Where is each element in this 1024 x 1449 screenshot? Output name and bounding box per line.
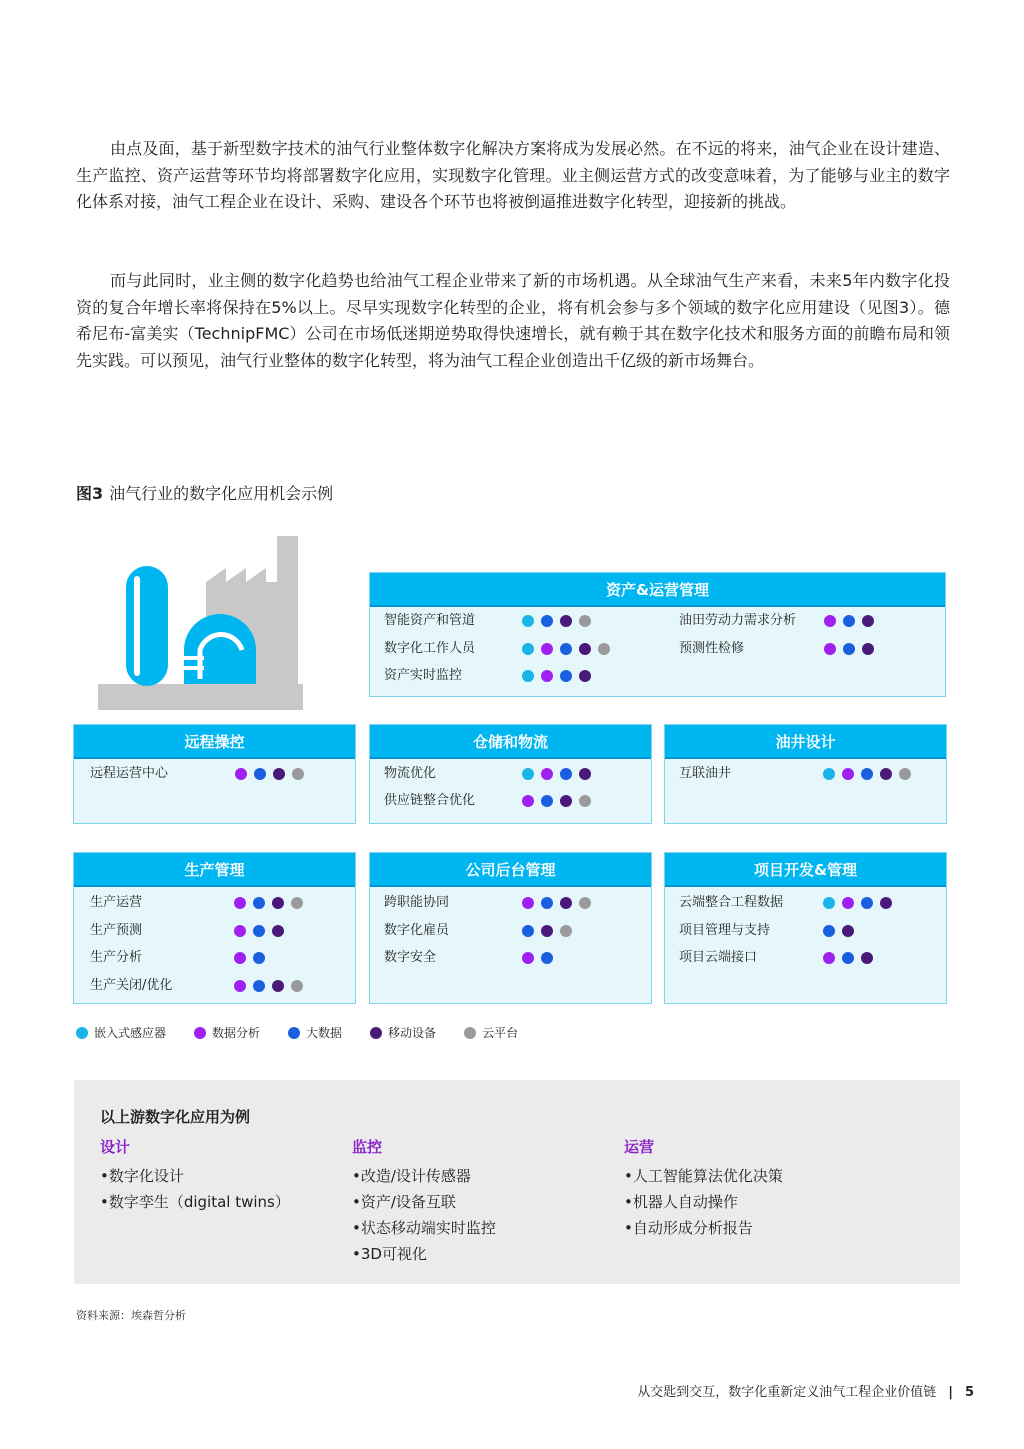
tech-dot-icon	[291, 980, 303, 992]
tech-dot-icon	[234, 897, 246, 909]
list-item: 项目云端接口	[679, 948, 939, 968]
tech-dot-icon	[541, 615, 553, 627]
big-data-dot-icon	[288, 1027, 300, 1039]
footer-title: 从交匙到交互，数字化重新定义油气工程企业价值链	[637, 1385, 937, 1400]
tech-dot-icon	[253, 925, 265, 937]
tech-dot-icon	[579, 768, 591, 780]
tech-dot-icon	[842, 897, 854, 909]
box-asset-operations	[369, 572, 946, 697]
tech-dot-icon	[560, 897, 572, 909]
tech-dot-icon	[579, 670, 591, 682]
tech-dot-icon	[541, 897, 553, 909]
tech-dot-icon	[560, 615, 572, 627]
tech-dot-icon	[823, 897, 835, 909]
tech-dot-icon	[541, 795, 553, 807]
tech-dot-icon	[579, 615, 591, 627]
tech-dot-icon	[579, 897, 591, 909]
tech-dot-icon	[823, 768, 835, 780]
list-item: •状态移动端实时监控	[352, 1219, 496, 1237]
tech-dot-icon	[253, 980, 265, 992]
tech-dot-icon	[273, 768, 285, 780]
list-item: •机器人自动操作	[624, 1193, 738, 1211]
tech-dot-icon	[824, 643, 836, 655]
legend-item: 移动设备	[370, 1024, 436, 1041]
list-item: 互联油井	[679, 764, 939, 784]
upstream-col-design	[100, 1136, 290, 1215]
list-item: 数字化工作人员	[384, 639, 624, 659]
page-number: 5	[964, 1385, 974, 1400]
tech-dot-icon	[234, 952, 246, 964]
body-paragraph-2: 而与此同时，业主侧的数字化趋势也给油气工程企业带来了新的市场机遇。从全球油气生产来看，未来5年内数字化投资的复合年增长率将保持在5%以上。尽早实现数字化转型的企业，将有机会参与多个领域的数字化应用建设（见图3）。德希尼布-富美实（TechnipFMC）公司在市场低迷期逆势取得快速增长，就有赖于其在数字化技术和服务方面的前瞻布局和领先实践。可以预见，油气行业整体的数字化转型，将为油气工程企业创造出千亿级的新市场舞台。	[76, 271, 950, 370]
list-item: 数字安全	[384, 948, 634, 968]
tech-dot-icon	[541, 925, 553, 937]
tech-dot-icon	[843, 615, 855, 627]
tech-dot-icon	[522, 615, 534, 627]
tech-dot-icon	[522, 925, 534, 937]
tech-dot-icon	[560, 643, 572, 655]
list-item: 物流优化	[384, 764, 634, 784]
tech-dot-icon	[842, 952, 854, 964]
figure-label: 图3	[76, 484, 104, 503]
box-warehousing-logistics-title: 仓储和物流	[370, 725, 651, 759]
list-item: •资产/设备互联	[352, 1193, 456, 1211]
tech-dot-icon	[253, 952, 265, 964]
list-item: 油田劳动力需求分析	[679, 611, 929, 631]
legend-item: 数据分析	[194, 1024, 260, 1041]
tech-dot-icon	[823, 925, 835, 937]
tech-dot-icon	[560, 925, 572, 937]
oil-gas-plant-icon	[98, 534, 303, 710]
tech-dot-icon	[560, 795, 572, 807]
tech-dot-icon	[541, 768, 553, 780]
tech-dot-icon	[272, 897, 284, 909]
footer-separator: |	[948, 1385, 953, 1400]
list-item: •自动形成分析报告	[624, 1219, 753, 1237]
tech-dot-icon	[880, 768, 892, 780]
tech-dot-icon	[522, 768, 534, 780]
list-item: 生产关闭/优化	[90, 976, 340, 996]
upstream-col-monitoring	[352, 1136, 496, 1267]
box-warehousing-logistics	[369, 724, 652, 824]
page-footer	[637, 1381, 974, 1400]
upstream-col-heading: 监控	[352, 1138, 383, 1156]
tech-dot-icon	[861, 768, 873, 780]
list-item: •改造/设计传感器	[352, 1167, 471, 1185]
tech-dot-icon	[880, 897, 892, 909]
list-item: •3D可视化	[352, 1245, 427, 1263]
legend-item: 嵌入式感应器	[76, 1024, 166, 1041]
tech-dot-icon	[560, 670, 572, 682]
tech-dot-icon	[522, 643, 534, 655]
list-item: 生产分析	[90, 948, 340, 968]
tech-dot-icon	[522, 897, 534, 909]
list-item: 预测性检修	[679, 639, 929, 659]
box-project-development-title: 项目开发&管理	[665, 853, 946, 887]
box-remote-control	[73, 724, 356, 824]
box-well-design-title: 油井设计	[665, 725, 946, 759]
list-item: •人工智能算法优化决策	[624, 1167, 783, 1185]
source-note: 资料来源：埃森哲分析	[76, 1309, 186, 1322]
body-paragraph-1: 由点及面，基于新型数字技术的油气行业整体数字化解决方案将成为发展必然。在不远的将来，油气企业在设计建造、生产监控、资产运营等环节均将部署数字化应用，实现数字化管理。业主侧运营方式的改变意味着，为了能够与业主的数字化体系对接，油气工程企业在设计、采购、建设各个环节也将被倒逼推进数字化转型，迎接新的挑战。	[76, 139, 950, 211]
tech-dot-icon	[579, 643, 591, 655]
list-item: 生产运营	[90, 893, 340, 913]
list-item: 供应链整合优化	[384, 791, 634, 811]
tech-dot-icon	[842, 925, 854, 937]
box-production-management-title: 生产管理	[74, 853, 355, 887]
box-back-office	[369, 852, 652, 1004]
embedded-sensor-dot-icon	[76, 1027, 88, 1039]
tech-dot-icon	[292, 768, 304, 780]
mobile-device-dot-icon	[370, 1027, 382, 1039]
tech-dot-icon	[235, 768, 247, 780]
list-item: 远程运营中心	[90, 764, 340, 784]
tech-dot-icon	[522, 795, 534, 807]
list-item: 项目管理与支持	[679, 921, 939, 941]
tech-dot-icon	[272, 980, 284, 992]
legend-item: 云平台	[464, 1024, 518, 1041]
tech-dot-icon	[579, 795, 591, 807]
tech-dot-icon	[823, 952, 835, 964]
tech-dot-icon	[842, 768, 854, 780]
tech-dot-icon	[254, 768, 266, 780]
figure-title	[76, 481, 333, 504]
upstream-col-heading: 设计	[100, 1138, 131, 1156]
box-remote-control-title: 远程操控	[74, 725, 355, 759]
box-project-development	[664, 852, 947, 1004]
figure-caption: 油气行业的数字化应用机会示例	[109, 484, 334, 503]
legend	[76, 1024, 518, 1041]
tech-dot-icon	[861, 897, 873, 909]
list-item: 智能资产和管道	[384, 611, 604, 631]
legend-item: 大数据	[288, 1024, 342, 1041]
tech-dot-icon	[541, 952, 553, 964]
tech-dot-icon	[272, 925, 284, 937]
cloud-platform-dot-icon	[464, 1027, 476, 1039]
list-item: 云端整合工程数据	[679, 893, 939, 913]
tech-dot-icon	[862, 643, 874, 655]
box-production-management	[73, 852, 356, 1004]
upstream-col-heading: 运营	[624, 1138, 655, 1156]
tech-dot-icon	[862, 615, 874, 627]
list-item: 跨职能协同	[384, 893, 634, 913]
upstream-panel-title: 以上游数字化应用为例	[100, 1108, 251, 1126]
tech-dot-icon	[234, 925, 246, 937]
tech-dot-icon	[843, 643, 855, 655]
tech-dot-icon	[522, 952, 534, 964]
tech-dot-icon	[291, 897, 303, 909]
tech-dot-icon	[253, 897, 265, 909]
tech-dot-icon	[861, 952, 873, 964]
upstream-col-operations	[624, 1136, 783, 1241]
tech-dot-icon	[541, 643, 553, 655]
list-item: •数字孪生（digital twins）	[100, 1193, 290, 1211]
tech-dot-icon	[560, 768, 572, 780]
data-analytics-dot-icon	[194, 1027, 206, 1039]
list-item: 数字化雇员	[384, 921, 634, 941]
tech-dot-icon	[824, 615, 836, 627]
list-item: 资产实时监控	[384, 666, 604, 686]
tech-dot-icon	[522, 670, 534, 682]
tech-dot-icon	[899, 768, 911, 780]
tech-dot-icon	[598, 643, 610, 655]
tech-dot-icon	[541, 670, 553, 682]
box-back-office-title: 公司后台管理	[370, 853, 651, 887]
box-asset-operations-title: 资产&运营管理	[370, 573, 945, 607]
tech-dot-icon	[234, 980, 246, 992]
list-item: •数字化设计	[100, 1167, 184, 1185]
box-well-design	[664, 724, 947, 824]
list-item: 生产预测	[90, 921, 340, 941]
